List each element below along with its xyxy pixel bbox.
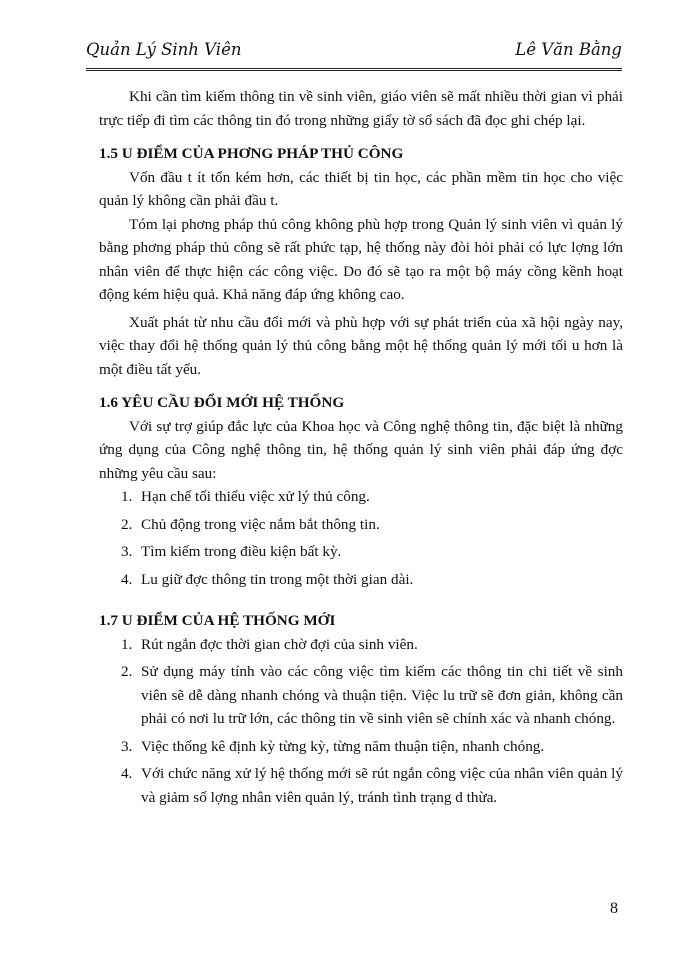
list-item bbox=[99, 485, 623, 509]
page-body bbox=[99, 85, 623, 813]
list-item-text: Sử dụng máy tính vào các công việc tìm kiếm các thông tin chi tiết về sinh viên sẽ dễ dàng nhanh chóng và thuận tiện. Việc lu trữ sẽ đơn giản, không cần phải có nơi lu trữ lớn, các thông tin về sinh viên sẽ chính xác và nhanh chóng. bbox=[141, 663, 623, 727]
section-1-5-paragraph: Tóm lại phơng pháp thủ công không phù hợp trong Quản lý sinh viên vì quản lý bằng phơng pháp thủ công sẽ rất phức tạp, hệ thống này đòi hỏi phải có lực lợng lớn nhân viên để thực hiện các công việc. Do đó sẽ tạo ra một bộ máy cồng kềnh hoạt động kém hiệu quả. Khả năng đáp ứng không cao. bbox=[99, 215, 623, 303]
section-1-7-heading: 1.7 U ĐIỂM CỦA HỆ THỐNG MỚI bbox=[99, 612, 336, 629]
list-item-text: Lu giữ đợc thông tin trong một thời gian dài. bbox=[141, 570, 414, 588]
intro-paragraph: Khi cần tìm kiếm thông tin về sinh viên, giáo viên sẽ mất nhiều thời gian vì phải trực tiếp đi tìm các thông tin đó trong những giấy tờ sổ sách đã đọc ghi chép lại. bbox=[99, 88, 623, 129]
list-item-number: 4. bbox=[121, 570, 133, 588]
section-1-5-paragraph: Vốn đầu t ít tốn kém hơn, các thiết bị tin học, các phần mềm tin học cho việc quản lý không cần phải đầu t. bbox=[99, 168, 623, 209]
list-item-text: Tìm kiếm trong điều kiện bất kỳ. bbox=[141, 543, 342, 560]
list-item-text: Rút ngắn đợc thời gian chờ đợi của sinh viên. bbox=[141, 635, 418, 653]
list-item-number: 4. bbox=[121, 765, 133, 782]
list-item-number: 1. bbox=[121, 635, 133, 653]
section-1-5-heading: 1.5 U ĐIỂM CỦA PHƠNG PHÁP THỦ CÔNG bbox=[99, 145, 404, 162]
list-item-number: 2. bbox=[121, 663, 133, 680]
list-item-number: 2. bbox=[121, 515, 133, 533]
list-item-number: 3. bbox=[121, 737, 133, 755]
list-item-text: Hạn chế tối thiểu việc xử lý thủ công. bbox=[141, 488, 370, 505]
list-item bbox=[99, 735, 623, 759]
header-author: Lê Văn Bằng bbox=[515, 40, 622, 59]
list-item bbox=[99, 513, 623, 537]
list-item-text: Chủ động trong việc nắm bắt thông tin. bbox=[141, 515, 380, 533]
list-item-text: Việc thống kê định kỳ từng kỳ, từng năm thuận tiện, nhanh chóng. bbox=[141, 737, 545, 755]
page-number: 8 bbox=[610, 900, 618, 917]
header-title: Quản Lý Sinh Viên bbox=[86, 40, 242, 59]
section-1-6-list bbox=[99, 485, 623, 591]
list-item-number: 3. bbox=[121, 543, 133, 560]
list-item bbox=[99, 660, 623, 731]
list-item-text: Với chức năng xử lý hệ thống mới sẽ rút ngắn công việc của nhân viên quản lý và giảm số lợng nhân viên quản lý, tránh tình trạng d thừa. bbox=[141, 765, 623, 806]
list-item bbox=[99, 540, 623, 564]
list-item bbox=[99, 762, 623, 809]
section-1-7-list bbox=[99, 633, 623, 810]
section-1-6-paragraph: Với sự trợ giúp đắc lực của Khoa học và Công nghệ thông tin, đặc biệt là những ứng dụng của Công nghệ thông tin, hệ thống quản lý sinh viên phải đáp ứng đợc những yêu cầu sau: bbox=[99, 417, 623, 482]
section-1-5-paragraph: Xuất phát từ nhu cầu đổi mới và phù hợp với sự phát triển của xã hội ngày nay, việc thay đổi hệ thống quản lý thủ công bằng một hệ thống quản lý mới tối u hơn là một điều tất yếu. bbox=[99, 313, 623, 378]
list-item-number: 1. bbox=[121, 488, 133, 505]
header-divider bbox=[86, 68, 622, 71]
section-1-6-heading: 1.6 YÊU CẦU ĐỔI MỚI HỆ THỐNG bbox=[99, 394, 345, 411]
list-item bbox=[99, 633, 623, 657]
list-item bbox=[99, 568, 623, 592]
running-header bbox=[86, 40, 622, 66]
